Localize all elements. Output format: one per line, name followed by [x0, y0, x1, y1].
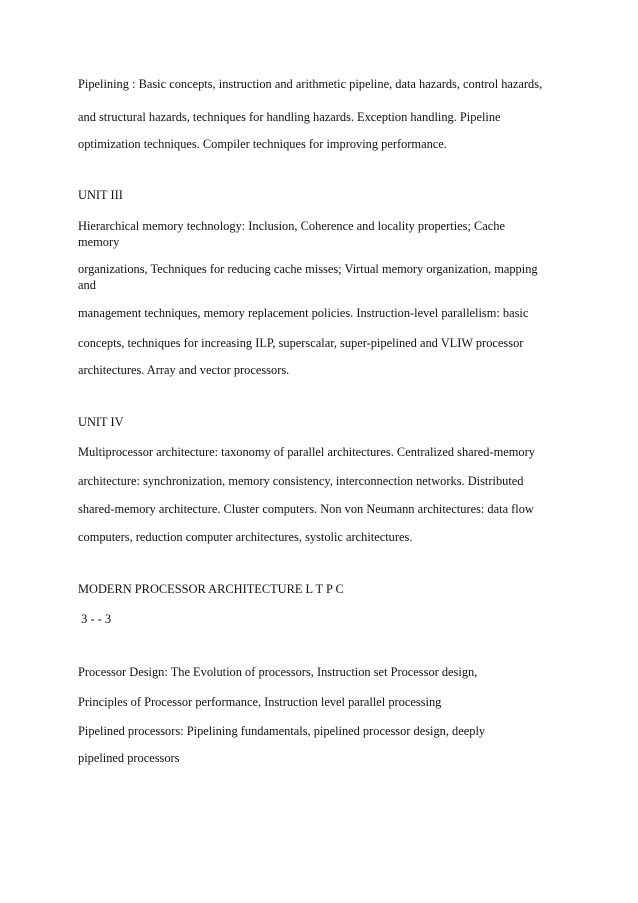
text-line: memory: [78, 235, 120, 249]
course-credits: 3 - - 3: [78, 612, 112, 626]
course-title: MODERN PROCESSOR ARCHITECTURE L T P C: [78, 582, 344, 596]
text-line: shared-memory architecture. Cluster computers. Non von Neumann architectures: data flow: [78, 502, 534, 516]
text-line: Principles of Processor performance, Instruction level parallel processing: [78, 695, 442, 709]
text-line: optimization techniques. Compiler techniques for improving performance.: [78, 137, 447, 151]
text-line: concepts, techniques for increasing ILP, superscalar, super-pipelined and VLIW processor: [78, 336, 524, 350]
text-line: computers, reduction computer architectures, systolic architectures.: [78, 530, 413, 544]
text-line: Pipelining : Basic concepts, instruction and arithmetic pipeline, data hazards, control hazards,: [78, 77, 543, 91]
text-line: and: [78, 278, 96, 292]
text-line: Pipelined processors: Pipelining fundamentals, pipelined processor design, deeply: [78, 724, 486, 738]
text-line: pipelined processors: [78, 751, 180, 765]
unit-iv-heading: UNIT IV: [78, 415, 124, 429]
text-line: Hierarchical memory technology: Inclusion, Coherence and locality properties; Cache: [78, 219, 505, 233]
unit-iii-heading: UNIT III: [78, 188, 123, 202]
text-line: Processor Design: The Evolution of processors, Instruction set Processor design,: [78, 665, 478, 679]
text-line: architecture: synchronization, memory consistency, interconnection networks. Distributed: [78, 474, 524, 488]
text-line: management techniques, memory replacement policies. Instruction-level parallelism: basic: [78, 306, 529, 320]
text-line: Multiprocessor architecture: taxonomy of parallel architectures. Centralized shared-memory: [78, 445, 535, 459]
text-line: and structural hazards, techniques for handling hazards. Exception handling. Pipeline: [78, 110, 501, 124]
text-line: architectures. Array and vector processors.: [78, 363, 290, 377]
text-line: organizations, Techniques for reducing cache misses; Virtual memory organization, mapping: [78, 262, 538, 276]
